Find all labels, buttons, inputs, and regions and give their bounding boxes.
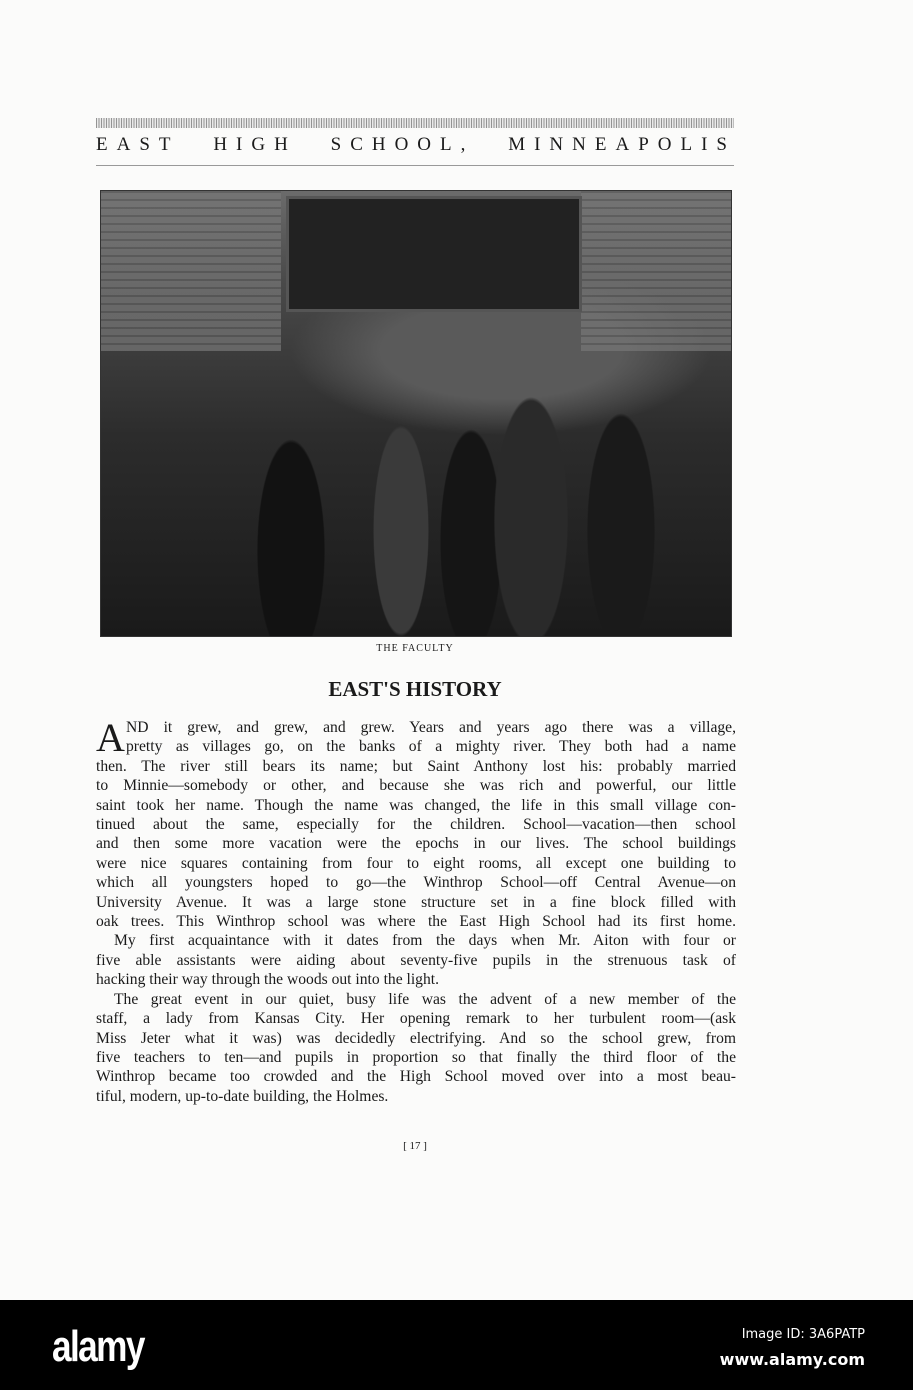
text-line: to Minnie—somebody or other, and because she was rich and powerful, our little: [96, 777, 736, 795]
text-line: Miss Jeter what it was) was decidedly electrifying. And so the school grew, from: [96, 1029, 736, 1047]
text-line: pretty as villages go, on the banks of a mighty river. They both had a name: [126, 738, 736, 756]
text-line: and then some more vacation were the epochs in our lives. The school buildings: [96, 835, 736, 853]
text-line: oak trees. This Winthrop school was where the East High School had its first home.: [96, 913, 736, 931]
text-line: which all youngsters hoped to go—the Winthrop School—off Central Avenue—on: [96, 874, 736, 892]
text-line: staff, a lady from Kansas City. Her opening remark to her turbulent room—(ask: [96, 1010, 736, 1028]
running-head-word: EAST: [96, 134, 180, 155]
text-line: tinued about the same, especially for the children. School—vacation—then school: [96, 816, 736, 834]
article-body: [96, 715, 736, 1106]
text-line: hacking their way through the woods out into the light.: [96, 971, 440, 989]
text-line: saint took her name. Though the name was changed, the life in this small village con-: [96, 796, 736, 814]
ornamental-rule: [96, 118, 734, 128]
text-line: five teachers to ten—and pupils in proportion so that finally the third floor of the: [96, 1048, 736, 1066]
text-line: My first acquaintance with it dates from the days when Mr. Aiton with four or: [114, 932, 736, 950]
text-line: then. The river still bears its name; but Saint Anthony lost his: probably married: [96, 757, 736, 775]
running-head: [96, 134, 736, 156]
header-rule: [96, 165, 734, 166]
text-line: University Avenue. It was a large stone structure set in a fine block filled with: [96, 893, 736, 911]
article-title: EAST'S HISTORY: [328, 677, 502, 701]
running-head-word: SCHOOL,: [330, 134, 475, 155]
photo-caption: THE FACULTY: [376, 643, 454, 654]
text-line: The great event in our quiet, busy life was the advent of a new member of the: [114, 990, 736, 1008]
faculty-photo: [100, 190, 732, 637]
watermark-bar: [0, 1300, 913, 1390]
site-url: www.alamy.com: [719, 1350, 865, 1369]
page-number: [ 17 ]: [403, 1140, 427, 1152]
brick-wall: [581, 191, 731, 351]
running-head-word: MINNEAPOLIS: [508, 134, 736, 155]
drop-cap: A: [96, 715, 125, 760]
brick-wall: [101, 191, 281, 351]
text-line: ND it grew, and grew, and grew. Years and years ago there was a village,: [126, 719, 736, 736]
text-line: were nice squares containing from four to eight rooms, all except one building to: [96, 854, 736, 872]
running-head-word: HIGH: [213, 134, 297, 155]
doorway: [286, 196, 582, 312]
text-line: five able assistants were aiding about seventy-five pupils in the strenuous task of: [96, 951, 736, 969]
text-line: Winthrop became too crowded and the High School moved over into a most beau-: [96, 1068, 736, 1086]
image-id: Image ID: 3A6PATP: [741, 1327, 865, 1342]
alamy-logo: alamy: [52, 1322, 144, 1371]
text-line: tiful, modern, up-to-date building, the Holmes.: [96, 1087, 389, 1105]
